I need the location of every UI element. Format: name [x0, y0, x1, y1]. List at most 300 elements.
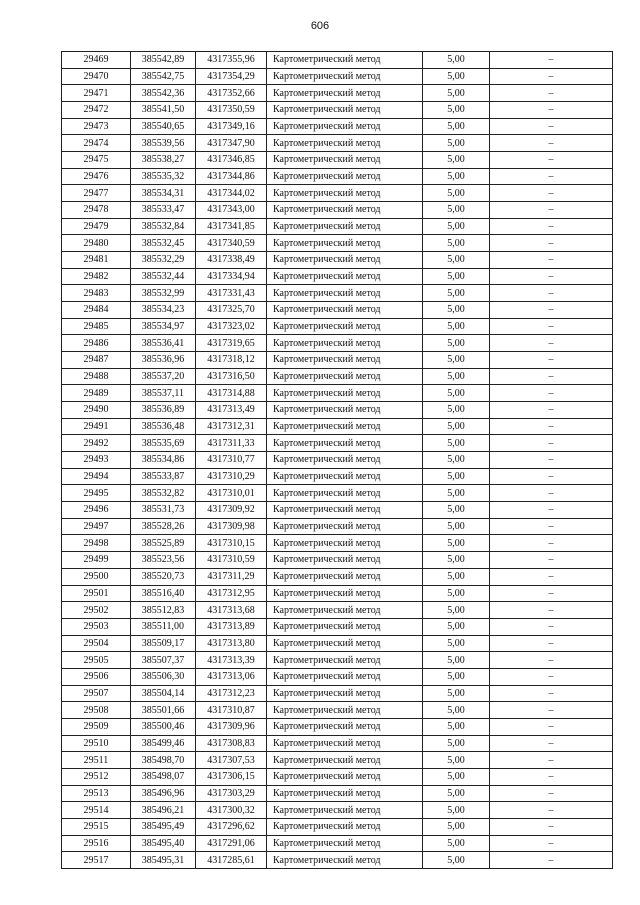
note-cell: – — [490, 652, 613, 669]
method-cell: Картометрический метод — [267, 602, 423, 619]
note-cell: – — [490, 285, 613, 302]
error-cell: 5,00 — [423, 435, 490, 452]
y-coordinate-cell: 4317310,87 — [196, 702, 267, 719]
x-coordinate-cell: 385498,07 — [131, 768, 196, 785]
table-row — [62, 335, 613, 352]
error-cell: 5,00 — [423, 618, 490, 635]
y-coordinate-cell: 4317300,32 — [196, 802, 267, 819]
note-cell: – — [490, 68, 613, 85]
method-cell: Картометрический метод — [267, 268, 423, 285]
error-cell: 5,00 — [423, 468, 490, 485]
method-cell: Картометрический метод — [267, 335, 423, 352]
note-cell: – — [490, 435, 613, 452]
method-cell: Картометрический метод — [267, 185, 423, 202]
x-coordinate-cell: 385532,82 — [131, 485, 196, 502]
point-number-cell: 29477 — [62, 185, 131, 202]
y-coordinate-cell: 4317334,94 — [196, 268, 267, 285]
y-coordinate-cell: 4317310,59 — [196, 552, 267, 569]
note-cell: – — [490, 318, 613, 335]
table-row — [62, 85, 613, 102]
y-coordinate-cell: 4317350,59 — [196, 102, 267, 119]
point-number-cell: 29481 — [62, 252, 131, 269]
table-row — [62, 802, 613, 819]
table-row — [62, 618, 613, 635]
error-cell: 5,00 — [423, 385, 490, 402]
y-coordinate-cell: 4317310,29 — [196, 468, 267, 485]
x-coordinate-cell: 385532,29 — [131, 252, 196, 269]
point-number-cell: 29494 — [62, 468, 131, 485]
x-coordinate-cell: 385536,48 — [131, 418, 196, 435]
x-coordinate-cell: 385541,50 — [131, 102, 196, 119]
method-cell: Картометрический метод — [267, 752, 423, 769]
point-number-cell: 29486 — [62, 335, 131, 352]
note-cell: – — [490, 602, 613, 619]
error-cell: 5,00 — [423, 102, 490, 119]
x-coordinate-cell: 385536,89 — [131, 402, 196, 419]
y-coordinate-cell: 4317313,89 — [196, 618, 267, 635]
x-coordinate-cell: 385499,46 — [131, 735, 196, 752]
table-row — [62, 518, 613, 535]
error-cell: 5,00 — [423, 335, 490, 352]
note-cell: – — [490, 135, 613, 152]
y-coordinate-cell: 4317313,80 — [196, 635, 267, 652]
note-cell: – — [490, 618, 613, 635]
method-cell: Картометрический метод — [267, 735, 423, 752]
point-number-cell: 29501 — [62, 585, 131, 602]
method-cell: Картометрический метод — [267, 552, 423, 569]
note-cell: – — [490, 202, 613, 219]
point-number-cell: 29469 — [62, 52, 131, 69]
point-number-cell: 29478 — [62, 202, 131, 219]
y-coordinate-cell: 4317309,96 — [196, 718, 267, 735]
error-cell: 5,00 — [423, 252, 490, 269]
method-cell: Картометрический метод — [267, 852, 423, 869]
method-cell: Картометрический метод — [267, 818, 423, 835]
y-coordinate-cell: 4317285,61 — [196, 852, 267, 869]
note-cell: – — [490, 402, 613, 419]
point-number-cell: 29491 — [62, 418, 131, 435]
y-coordinate-cell: 4317314,88 — [196, 385, 267, 402]
table-row — [62, 535, 613, 552]
x-coordinate-cell: 385507,37 — [131, 652, 196, 669]
y-coordinate-cell: 4317355,96 — [196, 52, 267, 69]
y-coordinate-cell: 4317318,12 — [196, 352, 267, 369]
note-cell: – — [490, 685, 613, 702]
error-cell: 5,00 — [423, 502, 490, 519]
x-coordinate-cell: 385536,41 — [131, 335, 196, 352]
note-cell: – — [490, 502, 613, 519]
note-cell: – — [490, 752, 613, 769]
note-cell: – — [490, 568, 613, 585]
y-coordinate-cell: 4317311,29 — [196, 568, 267, 585]
x-coordinate-cell: 385496,96 — [131, 785, 196, 802]
point-number-cell: 29493 — [62, 452, 131, 469]
error-cell: 5,00 — [423, 218, 490, 235]
note-cell: – — [490, 735, 613, 752]
y-coordinate-cell: 4317306,15 — [196, 768, 267, 785]
table-row — [62, 485, 613, 502]
error-cell: 5,00 — [423, 752, 490, 769]
y-coordinate-cell: 4317312,23 — [196, 685, 267, 702]
method-cell: Картометрический метод — [267, 218, 423, 235]
note-cell: – — [490, 485, 613, 502]
table-row — [62, 668, 613, 685]
error-cell: 5,00 — [423, 735, 490, 752]
point-number-cell: 29496 — [62, 502, 131, 519]
error-cell: 5,00 — [423, 802, 490, 819]
error-cell: 5,00 — [423, 535, 490, 552]
error-cell: 5,00 — [423, 668, 490, 685]
method-cell: Картометрический метод — [267, 468, 423, 485]
y-coordinate-cell: 4317313,49 — [196, 402, 267, 419]
method-cell: Картометрический метод — [267, 485, 423, 502]
x-coordinate-cell: 385535,32 — [131, 168, 196, 185]
error-cell: 5,00 — [423, 368, 490, 385]
error-cell: 5,00 — [423, 785, 490, 802]
note-cell: – — [490, 668, 613, 685]
method-cell: Картометрический метод — [267, 668, 423, 685]
point-number-cell: 29473 — [62, 118, 131, 135]
x-coordinate-cell: 385506,30 — [131, 668, 196, 685]
note-cell: – — [490, 768, 613, 785]
point-number-cell: 29488 — [62, 368, 131, 385]
point-number-cell: 29480 — [62, 235, 131, 252]
error-cell: 5,00 — [423, 485, 490, 502]
y-coordinate-cell: 4317343,00 — [196, 202, 267, 219]
x-coordinate-cell: 385535,69 — [131, 435, 196, 452]
method-cell: Картометрический метод — [267, 285, 423, 302]
point-number-cell: 29487 — [62, 352, 131, 369]
x-coordinate-cell: 385495,49 — [131, 818, 196, 835]
method-cell: Картометрический метод — [267, 302, 423, 319]
error-cell: 5,00 — [423, 768, 490, 785]
table-row — [62, 685, 613, 702]
table-row — [62, 118, 613, 135]
method-cell: Картометрический метод — [267, 235, 423, 252]
y-coordinate-cell: 4317309,92 — [196, 502, 267, 519]
table-row — [62, 385, 613, 402]
x-coordinate-cell: 385539,56 — [131, 135, 196, 152]
x-coordinate-cell: 385532,99 — [131, 285, 196, 302]
y-coordinate-cell: 4317340,59 — [196, 235, 267, 252]
table-row — [62, 452, 613, 469]
table-row — [62, 635, 613, 652]
table-row — [62, 468, 613, 485]
error-cell: 5,00 — [423, 602, 490, 619]
page-number: 606 — [310, 20, 330, 32]
x-coordinate-cell: 385495,31 — [131, 852, 196, 869]
note-cell: – — [490, 418, 613, 435]
method-cell: Картометрический метод — [267, 535, 423, 552]
x-coordinate-cell: 385537,11 — [131, 385, 196, 402]
point-number-cell: 29504 — [62, 635, 131, 652]
note-cell: – — [490, 335, 613, 352]
method-cell: Картометрический метод — [267, 702, 423, 719]
point-number-cell: 29499 — [62, 552, 131, 569]
x-coordinate-cell: 385523,56 — [131, 552, 196, 569]
x-coordinate-cell: 385538,27 — [131, 152, 196, 169]
table-row — [62, 185, 613, 202]
x-coordinate-cell: 385532,44 — [131, 268, 196, 285]
note-cell: – — [490, 452, 613, 469]
note-cell: – — [490, 118, 613, 135]
error-cell: 5,00 — [423, 352, 490, 369]
note-cell: – — [490, 368, 613, 385]
y-coordinate-cell: 4317311,33 — [196, 435, 267, 452]
table-row — [62, 218, 613, 235]
method-cell: Картометрический метод — [267, 418, 423, 435]
point-number-cell: 29495 — [62, 485, 131, 502]
method-cell: Картометрический метод — [267, 502, 423, 519]
y-coordinate-cell: 4317307,53 — [196, 752, 267, 769]
y-coordinate-cell: 4317319,65 — [196, 335, 267, 352]
error-cell: 5,00 — [423, 452, 490, 469]
point-number-cell: 29509 — [62, 718, 131, 735]
method-cell: Картометрический метод — [267, 385, 423, 402]
method-cell: Картометрический метод — [267, 768, 423, 785]
point-number-cell: 29497 — [62, 518, 131, 535]
note-cell: – — [490, 468, 613, 485]
method-cell: Картометрический метод — [267, 168, 423, 185]
point-number-cell: 29511 — [62, 752, 131, 769]
table-row — [62, 502, 613, 519]
y-coordinate-cell: 4317338,49 — [196, 252, 267, 269]
table-row — [62, 352, 613, 369]
note-cell: – — [490, 52, 613, 69]
x-coordinate-cell: 385534,23 — [131, 302, 196, 319]
note-cell: – — [490, 785, 613, 802]
error-cell: 5,00 — [423, 235, 490, 252]
x-coordinate-cell: 385495,40 — [131, 835, 196, 852]
point-number-cell: 29506 — [62, 668, 131, 685]
y-coordinate-cell: 4317312,95 — [196, 585, 267, 602]
error-cell: 5,00 — [423, 52, 490, 69]
error-cell: 5,00 — [423, 718, 490, 735]
table-row — [62, 418, 613, 435]
x-coordinate-cell: 385504,14 — [131, 685, 196, 702]
point-number-cell: 29505 — [62, 652, 131, 669]
method-cell: Картометрический метод — [267, 152, 423, 169]
method-cell: Картометрический метод — [267, 318, 423, 335]
point-number-cell: 29485 — [62, 318, 131, 335]
note-cell: – — [490, 102, 613, 119]
point-number-cell: 29510 — [62, 735, 131, 752]
x-coordinate-cell: 385542,75 — [131, 68, 196, 85]
x-coordinate-cell: 385496,21 — [131, 802, 196, 819]
y-coordinate-cell: 4317331,43 — [196, 285, 267, 302]
note-cell: – — [490, 518, 613, 535]
table-row — [62, 368, 613, 385]
error-cell: 5,00 — [423, 568, 490, 585]
note-cell: – — [490, 168, 613, 185]
x-coordinate-cell: 385501,66 — [131, 702, 196, 719]
table-row — [62, 718, 613, 735]
method-cell: Картометрический метод — [267, 135, 423, 152]
point-number-cell: 29482 — [62, 268, 131, 285]
error-cell: 5,00 — [423, 185, 490, 202]
x-coordinate-cell: 385540,65 — [131, 118, 196, 135]
point-number-cell: 29492 — [62, 435, 131, 452]
error-cell: 5,00 — [423, 168, 490, 185]
table-row — [62, 168, 613, 185]
note-cell: – — [490, 552, 613, 569]
error-cell: 5,00 — [423, 285, 490, 302]
method-cell: Картометрический метод — [267, 518, 423, 535]
note-cell: – — [490, 818, 613, 835]
point-number-cell: 29490 — [62, 402, 131, 419]
x-coordinate-cell: 385520,73 — [131, 568, 196, 585]
table-row — [62, 52, 613, 69]
x-coordinate-cell: 385537,20 — [131, 368, 196, 385]
x-coordinate-cell: 385532,84 — [131, 218, 196, 235]
x-coordinate-cell: 385500,46 — [131, 718, 196, 735]
error-cell: 5,00 — [423, 402, 490, 419]
error-cell: 5,00 — [423, 702, 490, 719]
table-row — [62, 285, 613, 302]
x-coordinate-cell: 385534,97 — [131, 318, 196, 335]
y-coordinate-cell: 4317309,98 — [196, 518, 267, 535]
y-coordinate-cell: 4317296,62 — [196, 818, 267, 835]
y-coordinate-cell: 4317316,50 — [196, 368, 267, 385]
note-cell: – — [490, 252, 613, 269]
error-cell: 5,00 — [423, 635, 490, 652]
error-cell: 5,00 — [423, 85, 490, 102]
x-coordinate-cell: 385542,89 — [131, 52, 196, 69]
y-coordinate-cell: 4317291,06 — [196, 835, 267, 852]
y-coordinate-cell: 4317310,15 — [196, 535, 267, 552]
x-coordinate-cell: 385498,70 — [131, 752, 196, 769]
method-cell: Картометрический метод — [267, 618, 423, 635]
y-coordinate-cell: 4317313,06 — [196, 668, 267, 685]
method-cell: Картометрический метод — [267, 685, 423, 702]
error-cell: 5,00 — [423, 818, 490, 835]
note-cell: – — [490, 635, 613, 652]
point-number-cell: 29472 — [62, 102, 131, 119]
table-row — [62, 585, 613, 602]
table-row — [62, 552, 613, 569]
y-coordinate-cell: 4317313,68 — [196, 602, 267, 619]
point-number-cell: 29515 — [62, 818, 131, 835]
table-row — [62, 702, 613, 719]
error-cell: 5,00 — [423, 835, 490, 852]
table-row — [62, 202, 613, 219]
table-row — [62, 252, 613, 269]
note-cell: – — [490, 352, 613, 369]
error-cell: 5,00 — [423, 118, 490, 135]
table-row — [62, 652, 613, 669]
table-row — [62, 568, 613, 585]
method-cell: Картометрический метод — [267, 785, 423, 802]
x-coordinate-cell: 385534,86 — [131, 452, 196, 469]
method-cell: Картометрический метод — [267, 202, 423, 219]
method-cell: Картометрический метод — [267, 85, 423, 102]
point-number-cell: 29484 — [62, 302, 131, 319]
x-coordinate-cell: 385533,87 — [131, 468, 196, 485]
y-coordinate-cell: 4317349,16 — [196, 118, 267, 135]
method-cell: Картометрический метод — [267, 652, 423, 669]
y-coordinate-cell: 4317313,39 — [196, 652, 267, 669]
y-coordinate-cell: 4317310,01 — [196, 485, 267, 502]
point-number-cell: 29475 — [62, 152, 131, 169]
method-cell: Картометрический метод — [267, 835, 423, 852]
method-cell: Картометрический метод — [267, 635, 423, 652]
note-cell: – — [490, 535, 613, 552]
method-cell: Картометрический метод — [267, 368, 423, 385]
table-row — [62, 318, 613, 335]
point-number-cell: 29483 — [62, 285, 131, 302]
table-row — [62, 818, 613, 835]
table-row — [62, 152, 613, 169]
error-cell: 5,00 — [423, 518, 490, 535]
method-cell: Картометрический метод — [267, 102, 423, 119]
coordinates-table — [61, 51, 613, 869]
note-cell: – — [490, 302, 613, 319]
table-row — [62, 752, 613, 769]
y-coordinate-cell: 4317325,70 — [196, 302, 267, 319]
point-number-cell: 29517 — [62, 852, 131, 869]
point-number-cell: 29479 — [62, 218, 131, 235]
error-cell: 5,00 — [423, 318, 490, 335]
table-row — [62, 235, 613, 252]
y-coordinate-cell: 4317354,29 — [196, 68, 267, 85]
y-coordinate-cell: 4317344,02 — [196, 185, 267, 202]
note-cell: – — [490, 385, 613, 402]
point-number-cell: 29513 — [62, 785, 131, 802]
method-cell: Картометрический метод — [267, 718, 423, 735]
point-number-cell: 29474 — [62, 135, 131, 152]
method-cell: Картометрический метод — [267, 52, 423, 69]
point-number-cell: 29498 — [62, 535, 131, 552]
point-number-cell: 29500 — [62, 568, 131, 585]
error-cell: 5,00 — [423, 585, 490, 602]
method-cell: Картометрический метод — [267, 252, 423, 269]
note-cell: – — [490, 585, 613, 602]
point-number-cell: 29503 — [62, 618, 131, 635]
point-number-cell: 29512 — [62, 768, 131, 785]
y-coordinate-cell: 4317346,85 — [196, 152, 267, 169]
point-number-cell: 29502 — [62, 602, 131, 619]
y-coordinate-cell: 4317312,31 — [196, 418, 267, 435]
error-cell: 5,00 — [423, 302, 490, 319]
note-cell: – — [490, 185, 613, 202]
y-coordinate-cell: 4317352,66 — [196, 85, 267, 102]
note-cell: – — [490, 718, 613, 735]
error-cell: 5,00 — [423, 268, 490, 285]
method-cell: Картометрический метод — [267, 402, 423, 419]
table-row — [62, 602, 613, 619]
table-row — [62, 268, 613, 285]
method-cell: Картометрический метод — [267, 568, 423, 585]
table-row — [62, 402, 613, 419]
error-cell: 5,00 — [423, 652, 490, 669]
y-coordinate-cell: 4317347,90 — [196, 135, 267, 152]
y-coordinate-cell: 4317323,02 — [196, 318, 267, 335]
point-number-cell: 29508 — [62, 702, 131, 719]
note-cell: – — [490, 268, 613, 285]
x-coordinate-cell: 385534,31 — [131, 185, 196, 202]
point-number-cell: 29514 — [62, 802, 131, 819]
point-number-cell: 29516 — [62, 835, 131, 852]
error-cell: 5,00 — [423, 202, 490, 219]
error-cell: 5,00 — [423, 418, 490, 435]
method-cell: Картометрический метод — [267, 585, 423, 602]
x-coordinate-cell: 385533,47 — [131, 202, 196, 219]
y-coordinate-cell: 4317344,86 — [196, 168, 267, 185]
error-cell: 5,00 — [423, 152, 490, 169]
x-coordinate-cell: 385525,89 — [131, 535, 196, 552]
note-cell: – — [490, 852, 613, 869]
table-row — [62, 835, 613, 852]
